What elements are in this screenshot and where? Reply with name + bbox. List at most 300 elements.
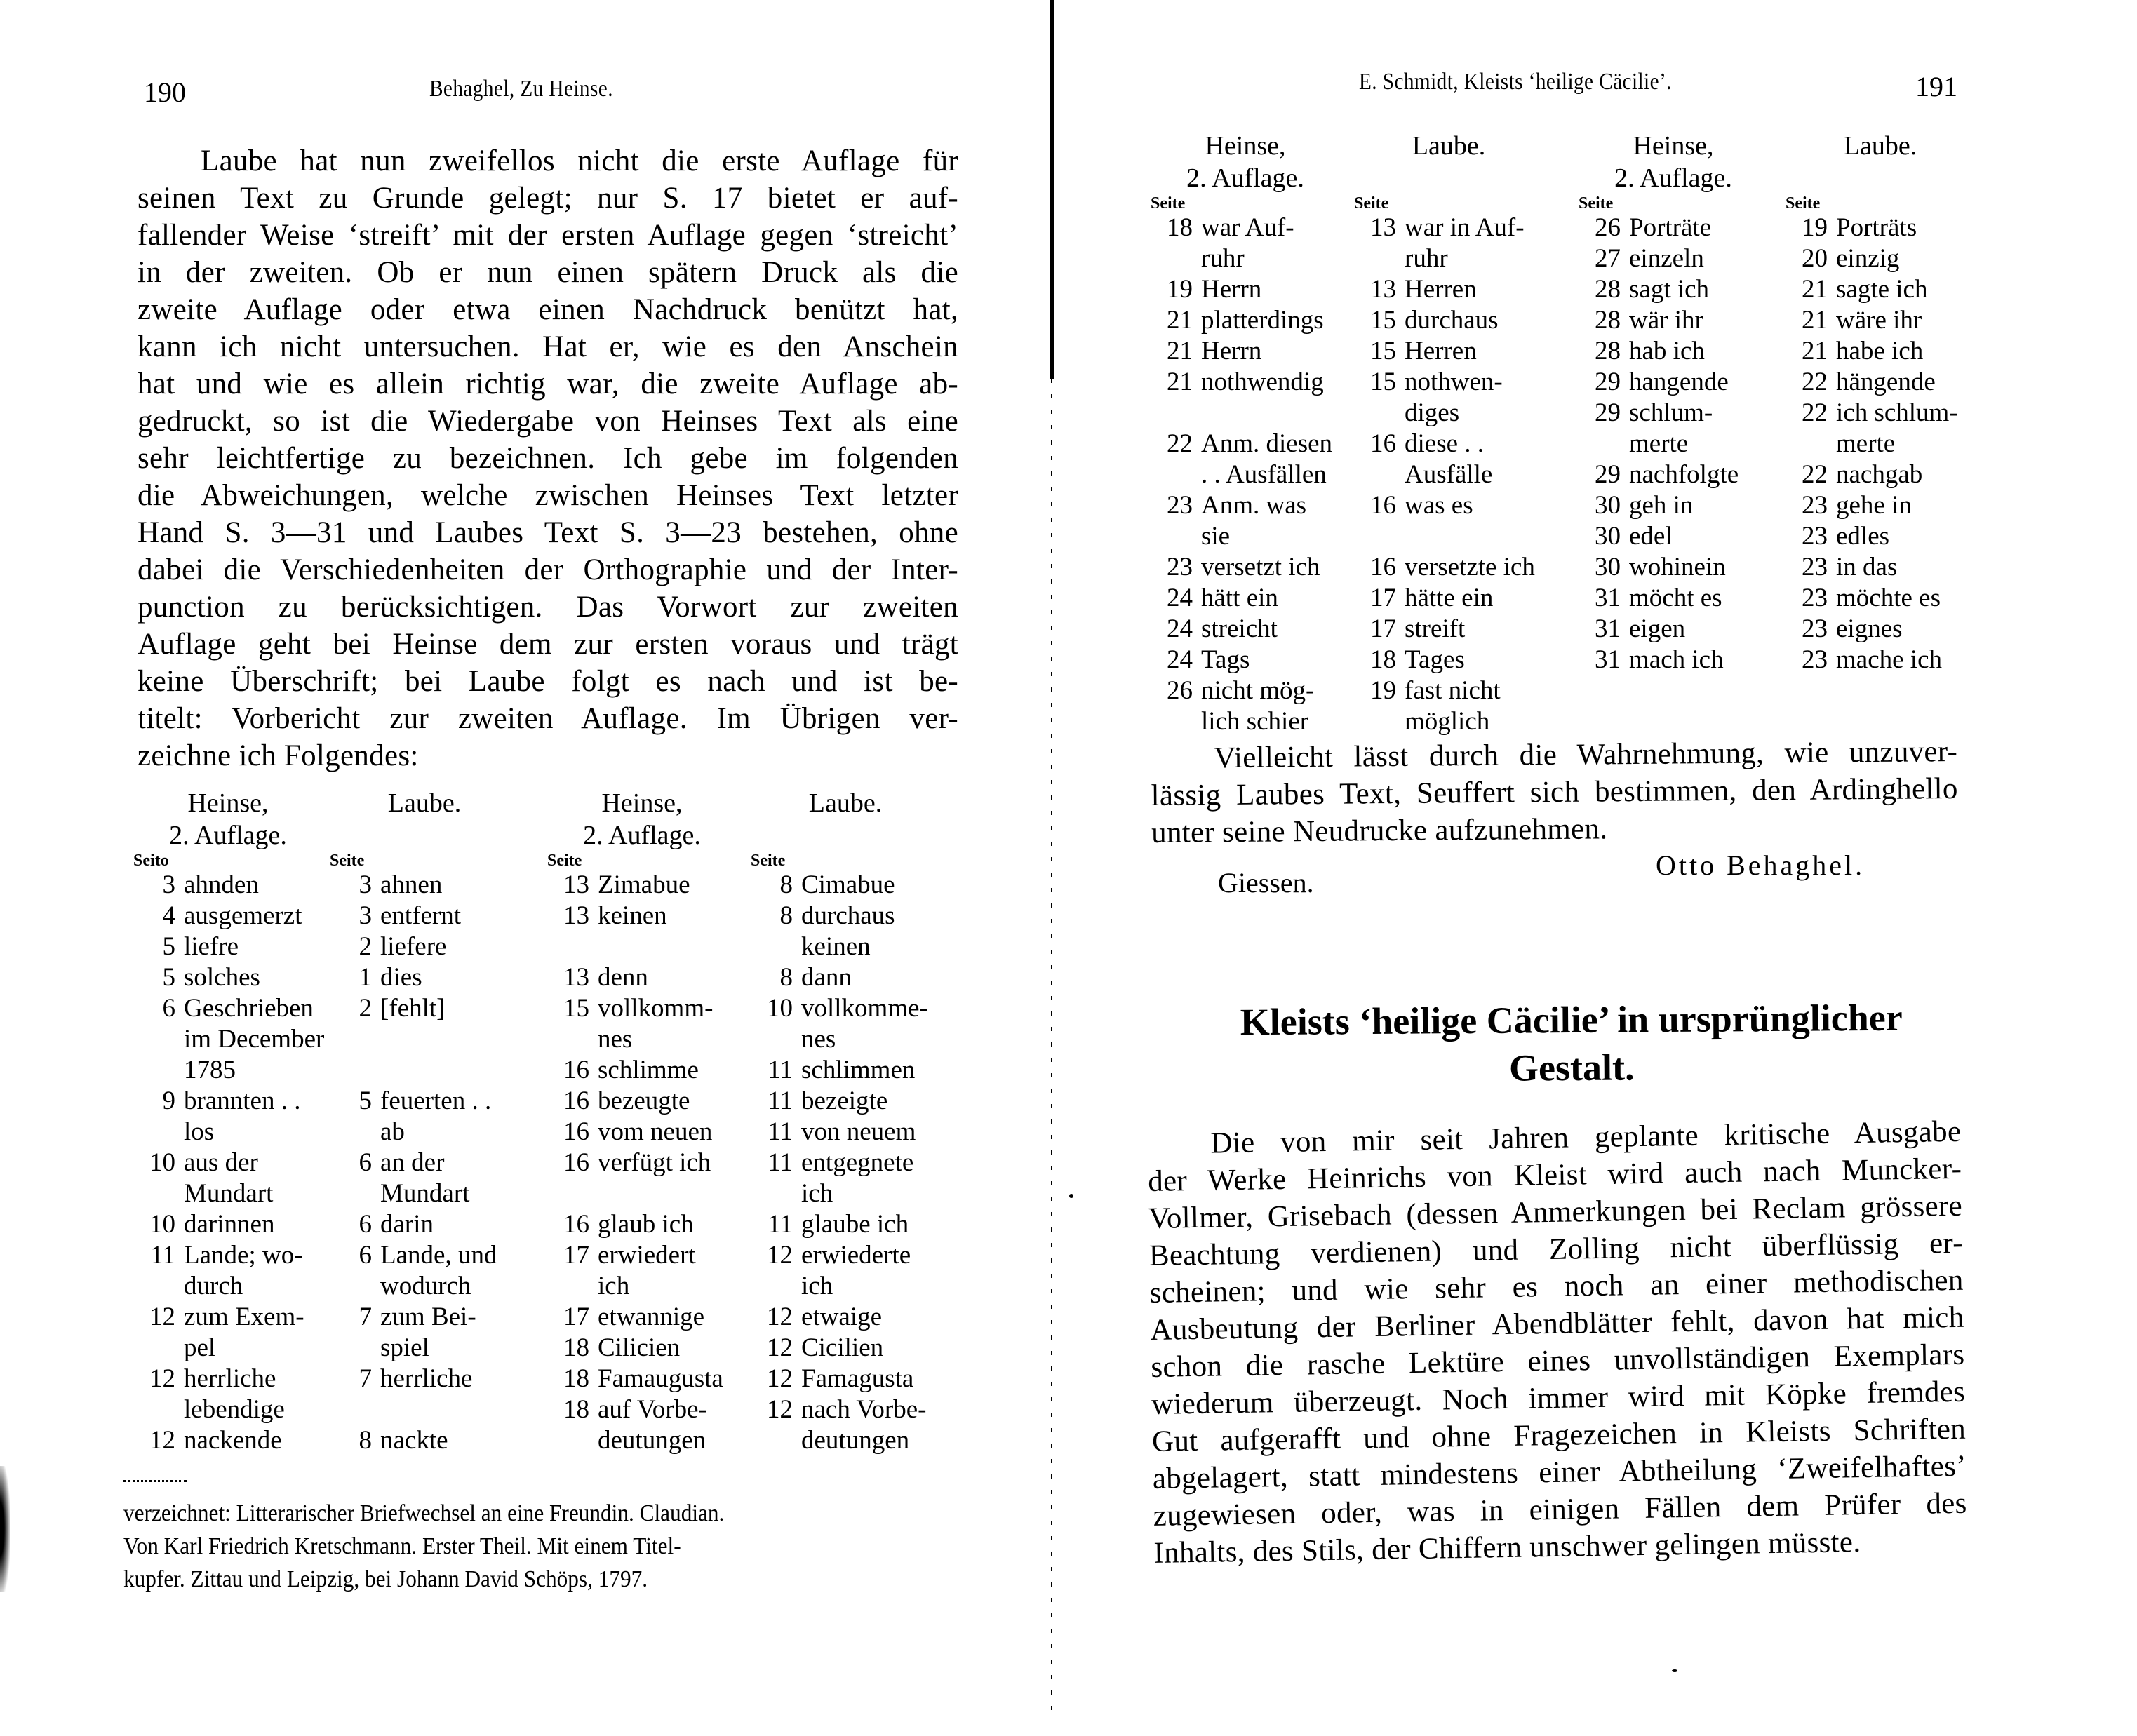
table-row (330, 1240, 519, 1271)
variant-text: möglich (1405, 707, 1490, 736)
page-ref: 19 (1167, 275, 1193, 304)
table-row (330, 1117, 519, 1148)
page-ref: 13 (1370, 275, 1396, 304)
variant-text: ahnden (184, 870, 259, 899)
table-row (1354, 459, 1543, 490)
page-ref (133, 1333, 184, 1364)
page-ref: 28 (1595, 275, 1621, 304)
variant-text: nothwen- (1405, 368, 1503, 396)
page-ref: 10 (767, 994, 793, 1023)
table-row (133, 901, 324, 931)
table-row (1579, 367, 1768, 398)
page-ref: 23 (1802, 614, 1828, 643)
page-ref: 11 (768, 1056, 793, 1084)
variant-text: habe ich (1836, 337, 1924, 365)
page-ref: 16 (1370, 553, 1396, 581)
variant-text: Ausfälle (1405, 460, 1493, 489)
table-column (1786, 130, 1975, 675)
table-column (133, 787, 324, 1456)
table-row (547, 931, 737, 962)
table-row (547, 901, 737, 931)
table-row (133, 1333, 324, 1364)
column-header: Heinse, 2. Auflage. (169, 788, 287, 850)
table-row (1151, 213, 1340, 243)
table-row (133, 870, 324, 901)
table-row (330, 1364, 519, 1394)
variant-text: sie (1201, 522, 1231, 551)
table-row (1354, 675, 1543, 706)
variant-text: ab (380, 1117, 405, 1146)
page-ref (1151, 521, 1201, 552)
page-ref (1354, 459, 1405, 490)
text-line: scheinen; und wie sehr es noch an einer methodischen (1149, 1263, 1964, 1310)
variant-text: was es (1405, 491, 1473, 520)
variant-text: versetzte ich (1405, 553, 1535, 581)
variant-text: streicht (1201, 614, 1278, 643)
footnote-line: verzeichnet: Litterarischer Briefwechsel an eine Freundin. Claudian. (123, 1500, 725, 1526)
variant-text: von neuem (801, 1117, 916, 1146)
table-row (1354, 243, 1543, 274)
variant-text: nach Vorbe- (801, 1395, 927, 1424)
table-row (547, 1148, 737, 1178)
variant-text: keinen (801, 932, 871, 961)
table-row (1151, 459, 1340, 490)
text-line: dabei die Verschiedenheiten der Orthographie und der Inter- (138, 553, 958, 586)
variant-text: mach ich (1629, 645, 1724, 674)
table-row (133, 1425, 324, 1456)
table-row (133, 931, 324, 962)
variant-text: wär ihr (1629, 306, 1703, 335)
variant-text (598, 1178, 604, 1209)
title-line: Gestalt. (1508, 1046, 1635, 1089)
page-ref: 24 (1167, 584, 1193, 612)
table-row (1354, 398, 1543, 429)
variant-text: herrliche (380, 1364, 473, 1393)
table-row (751, 1055, 940, 1086)
table-row (1151, 706, 1340, 737)
variant-text: Herren (1405, 275, 1477, 304)
page-ref (133, 1394, 184, 1425)
page-ref: 22 (1167, 429, 1193, 458)
table-row (547, 1024, 737, 1055)
variant-text: versetzt ich (1201, 553, 1320, 581)
page-ref: 19 (1370, 676, 1396, 705)
footnote-line: Von Karl Friedrich Kretschmann. Erster Theil. Mit einem Titel- (123, 1533, 681, 1559)
seite-label: Seite (1354, 194, 1389, 213)
page-ref: 15 (1370, 368, 1396, 396)
page-ref (751, 1024, 801, 1055)
page-ref: 11 (768, 1086, 793, 1115)
variant-text: durchaus (1405, 306, 1499, 335)
variant-text: zum Exem- (184, 1303, 304, 1331)
variant-text: Cimabue (801, 870, 895, 899)
table-row (1786, 336, 1975, 367)
table-row (1151, 645, 1340, 675)
right-page (1052, 0, 2137, 1736)
seite-label: Seite (1151, 194, 1186, 213)
variant-text: merte (1836, 429, 1896, 458)
table-row (1151, 521, 1340, 552)
left-page (0, 0, 1038, 1736)
variant-text: schlum- (1629, 398, 1713, 427)
table-row (1579, 398, 1768, 429)
table-row (330, 993, 519, 1024)
page-ref (330, 1024, 380, 1055)
variant-text: ich (801, 1272, 833, 1300)
table-row (547, 1240, 737, 1271)
variant-text: aus der (184, 1148, 258, 1177)
table-row (133, 1024, 324, 1055)
table-row (1579, 429, 1768, 459)
table-row (751, 901, 940, 931)
variant-text: gehe in (1836, 491, 1912, 520)
page-ref: 6 (359, 1210, 372, 1239)
page-ref: 16 (563, 1056, 589, 1084)
variant-text: erwiederte (801, 1241, 911, 1270)
variant-text: dann (801, 963, 852, 992)
page-ref: 23 (1802, 584, 1828, 612)
variant-text: . . Ausfällen (1201, 460, 1327, 489)
table-row (547, 1394, 737, 1425)
page-ref: 8 (779, 870, 793, 899)
table-row (1579, 213, 1768, 243)
variant-text: ich (801, 1179, 833, 1208)
page-ref: 22 (1802, 368, 1828, 396)
seite-label: Seite (547, 852, 582, 870)
variant-text: erwiedert (598, 1241, 696, 1270)
page-ref: 13 (563, 963, 589, 992)
variant-text: brannten . . (184, 1086, 301, 1115)
page-ref: 23 (1167, 491, 1193, 520)
page-ref: 18 (1167, 213, 1193, 242)
footnote-rule (123, 1480, 187, 1482)
column-header: Laube. (1412, 131, 1486, 161)
page-ref (547, 1024, 598, 1055)
variant-text: auf Vorbe- (598, 1395, 707, 1424)
page-ref: 13 (1370, 213, 1396, 242)
page-ref: 15 (1370, 306, 1396, 335)
page-ref: 6 (359, 1241, 372, 1270)
text-line: Inhalts, des Stils, der Chiffern unschwer gelingen müsste. (1153, 1526, 1861, 1570)
table-row (1354, 305, 1543, 336)
table-row (1786, 459, 1975, 490)
table-row (330, 1271, 519, 1302)
page-ref: 12 (767, 1364, 793, 1393)
text-line: sehr leichtfertige zu bezeichnen. Ich gebe im folgenden (138, 442, 958, 475)
table-row (1579, 645, 1768, 675)
variant-text: durch (184, 1272, 243, 1300)
variant-text: zum Bei- (380, 1303, 476, 1331)
table-row (1786, 614, 1975, 645)
table-row (133, 1394, 324, 1425)
closing-paragraph (1151, 733, 1958, 852)
variant-text: Anm. was (1201, 491, 1307, 520)
table-row (1579, 521, 1768, 552)
page-ref (751, 1425, 801, 1456)
table-row (547, 1055, 737, 1086)
page-ref: 10 (149, 1210, 175, 1239)
table-row (1786, 305, 1975, 336)
text-line: Hand S. 3—31 und Laubes Text S. 3—23 bestehen, ohne (138, 516, 958, 549)
table-row (1786, 645, 1975, 675)
table-row (330, 901, 519, 931)
table-row (330, 1333, 519, 1364)
page-ref: 21 (1167, 368, 1193, 396)
table-row (1579, 305, 1768, 336)
table-row (330, 870, 519, 901)
variant-text: war Auf- (1201, 213, 1294, 242)
variant-text: los (184, 1117, 215, 1146)
text-line: Beachtung verdienen) und Zolling nicht überflüssig er- (1148, 1226, 1964, 1272)
page-ref (751, 1178, 801, 1209)
variant-text: Lande, und (380, 1241, 497, 1270)
table-row (1151, 614, 1340, 645)
table-row (1354, 552, 1543, 583)
page-ref: 1 (359, 963, 372, 992)
text-line: keine Überschrift; bei Laube folgt es nach und ist be- (138, 665, 958, 698)
table-row (751, 993, 940, 1024)
page-ref: 7 (359, 1303, 372, 1331)
intro-paragraph (138, 142, 958, 774)
table-row (1151, 305, 1340, 336)
text-line: unter seine Neudrucke aufzunehmen. (1151, 812, 1608, 849)
page-ref (1354, 706, 1405, 737)
variant-text: schlimmen (801, 1056, 916, 1084)
page-ref: 23 (1802, 645, 1828, 674)
text-line: seinen Text zu Grunde gelegt; nur S. 17 bietet er auf- (138, 182, 958, 215)
page-number: 190 (144, 76, 186, 108)
seite-label: Seite (751, 852, 786, 870)
variant-text: Cilicien (598, 1333, 681, 1362)
table-row (1151, 367, 1340, 398)
page-ref: 26 (1167, 676, 1193, 705)
page-ref: 31 (1595, 584, 1621, 612)
page-ref (133, 1117, 184, 1148)
page-ref (547, 1178, 598, 1209)
table-row (751, 1364, 940, 1394)
page-ref: 24 (1167, 645, 1193, 674)
page-ref: 17 (1370, 584, 1396, 612)
table-row (133, 1209, 324, 1240)
table-column (1151, 130, 1340, 737)
variant-text: etwaige (801, 1303, 883, 1331)
table-row (751, 1333, 940, 1364)
variant-text: bezeigte (801, 1086, 888, 1115)
table-row (1151, 675, 1340, 706)
page-ref (330, 1394, 380, 1425)
variant-text: ich (598, 1272, 630, 1300)
table-row (1354, 583, 1543, 614)
column-header: Heinse, 2. Auflage. (1614, 131, 1732, 193)
table-row (133, 1055, 324, 1086)
variant-text: liefere (380, 932, 447, 961)
variant-text: einzig (1836, 244, 1900, 273)
page-ref: 29 (1595, 460, 1621, 489)
variant-text: nes (598, 1025, 633, 1054)
table-row (547, 1333, 737, 1364)
table-row (133, 1364, 324, 1394)
variant-text: wäre ihr (1836, 306, 1922, 335)
table-row (1786, 521, 1975, 552)
variant-text: in das (1836, 553, 1898, 581)
page-ref: 12 (149, 1364, 175, 1393)
table-row (330, 1178, 519, 1209)
table-row (751, 962, 940, 993)
page-ref: 18 (1370, 645, 1396, 674)
page-ref (1354, 398, 1405, 429)
table-row (1151, 429, 1340, 459)
table-row (1151, 398, 1340, 429)
table-row (133, 1086, 324, 1117)
variant-text: darinnen (184, 1210, 275, 1239)
table-row (330, 1302, 519, 1333)
variant-text (380, 1024, 387, 1055)
page-ref: 3 (359, 901, 372, 930)
page-ref: 11 (150, 1241, 175, 1270)
page-ref: 5 (162, 932, 175, 961)
table-row (133, 993, 324, 1024)
table-row (330, 1055, 519, 1086)
page-ref: 10 (149, 1148, 175, 1177)
page-ref: 2 (359, 994, 372, 1023)
variant-text: herrliche (184, 1364, 276, 1393)
page-ref (1786, 429, 1836, 459)
page-ref: 12 (149, 1303, 175, 1331)
table-row (547, 1086, 737, 1117)
table-row (1354, 274, 1543, 305)
article-title (1165, 993, 1979, 1094)
page-ref: 31 (1595, 645, 1621, 674)
table-row (1786, 213, 1975, 243)
page-ref (1579, 429, 1629, 459)
variant-text: diese . . (1405, 429, 1485, 458)
page-ref (1151, 243, 1201, 274)
page-ref (133, 1055, 184, 1086)
table-row (133, 1302, 324, 1333)
variant-text: Lande; wo- (184, 1241, 303, 1270)
page-ref: 16 (563, 1086, 589, 1115)
table-row (1151, 490, 1340, 521)
page-ref: 7 (359, 1364, 372, 1393)
page-ref (1151, 706, 1201, 737)
text-line: wiederum überzeugt. Noch immer wird mit Köpke fremdes (1151, 1375, 1966, 1421)
page-ref: 11 (768, 1148, 793, 1177)
page-ref: 13 (563, 901, 589, 930)
variant-text: vom neuen (598, 1117, 713, 1146)
page-ref: 28 (1595, 306, 1621, 335)
variant-text: [fehlt] (380, 994, 446, 1023)
variant-text: nackte (380, 1426, 448, 1455)
page-ref: 11 (768, 1117, 793, 1146)
page-ref (1354, 243, 1405, 274)
page-ref: 20 (1802, 244, 1828, 273)
variant-text: feuerten . . (380, 1086, 492, 1115)
variant-text: wohinein (1629, 553, 1726, 581)
table-column (547, 787, 737, 1456)
variant-text: Herrn (1201, 275, 1262, 304)
table-row (1579, 552, 1768, 583)
table-row (1786, 429, 1975, 459)
variant-text: war in Auf- (1405, 213, 1525, 242)
page-ref: 30 (1595, 522, 1621, 551)
text-line: zugewiesen oder, was in einigen Fällen dem Prüfer des (1153, 1486, 1967, 1533)
variant-text (380, 1055, 387, 1086)
variant-text: diges (1405, 398, 1460, 427)
text-line: gedruckt, so ist die Wiedergabe von Heinses Text als eine (138, 405, 958, 438)
page-ref: 15 (1370, 337, 1396, 365)
table-row (751, 1024, 940, 1055)
table-row (1579, 459, 1768, 490)
page-ref (330, 1117, 380, 1148)
page-ref: 23 (1167, 553, 1193, 581)
seite-label: Seite (1786, 194, 1821, 213)
page-ref: 11 (768, 1210, 793, 1239)
table-row (1151, 583, 1340, 614)
place-name: Giessen. (1218, 867, 1314, 899)
page-ref: 21 (1802, 306, 1828, 335)
variant-text: ahnen (380, 870, 443, 899)
page-ref (1354, 521, 1405, 552)
table-row (751, 1425, 940, 1456)
table-row (1354, 706, 1543, 737)
table-row (1579, 614, 1768, 645)
page-ref: 6 (162, 994, 175, 1023)
variant-text: hätte ein (1405, 584, 1494, 612)
table-row (751, 1086, 940, 1117)
page-ref: 21 (1167, 337, 1193, 365)
table-row (1354, 213, 1543, 243)
seite-label: Seite (330, 852, 365, 870)
variant-text: eigen (1629, 614, 1686, 643)
table-row (330, 1425, 519, 1456)
text-line: die Abweichungen, welche zwischen Heinses Text letzter (138, 479, 958, 512)
text-line: Laube hat nun zweifellos nicht die erste Auflage für (201, 144, 958, 177)
text-line: Ausbeutung der Berliner Abendblätter fehlt, davon hat mich (1150, 1300, 1964, 1347)
text-line: kann ich nicht untersuchen. Hat er, wie es den Anschein (138, 330, 958, 363)
comparison-table-continued (1151, 130, 2056, 740)
table-row (547, 1209, 737, 1240)
page-ref: 2 (359, 932, 372, 961)
variant-text: Tags (1201, 645, 1250, 674)
variant-text: sagte ich (1836, 275, 1928, 304)
author-signature: Otto Behaghel. (1656, 849, 1865, 881)
page-ref: 18 (563, 1395, 589, 1424)
text-line: punction zu berücksichtigen. Das Vorwort zur zweiten (138, 591, 958, 624)
page-ref: 18 (563, 1333, 589, 1362)
table-row (133, 1148, 324, 1178)
page-ref: 15 (563, 994, 589, 1023)
text-line: fallender Weise ‘streift’ mit der ersten Auflage gegen ‘streicht’ (138, 219, 958, 252)
variant-text: Herrn (1201, 337, 1262, 365)
variant-text: nachfolgte (1629, 460, 1739, 489)
variant-text: streift (1405, 614, 1466, 643)
page-ref: 6 (359, 1148, 372, 1177)
page-ref (133, 1024, 184, 1055)
variant-text: hätt ein (1201, 584, 1278, 612)
table-row (751, 1148, 940, 1178)
table-row (1786, 583, 1975, 614)
page-ref: 29 (1595, 398, 1621, 427)
table-row (1579, 583, 1768, 614)
table-row (1786, 398, 1975, 429)
page-ref: 9 (162, 1086, 175, 1115)
column-header: Laube. (387, 788, 462, 818)
page-ref: 4 (162, 901, 175, 930)
variant-text: denn (598, 963, 648, 992)
text-line: Vollmer, Grisebach (dessen Anmerkungen bei Reclam grössere (1148, 1189, 1963, 1235)
page-ref: 22 (1802, 460, 1828, 489)
title-line: Kleists ‘heilige Cäcilie’ in ursprünglicher (1240, 996, 1903, 1044)
